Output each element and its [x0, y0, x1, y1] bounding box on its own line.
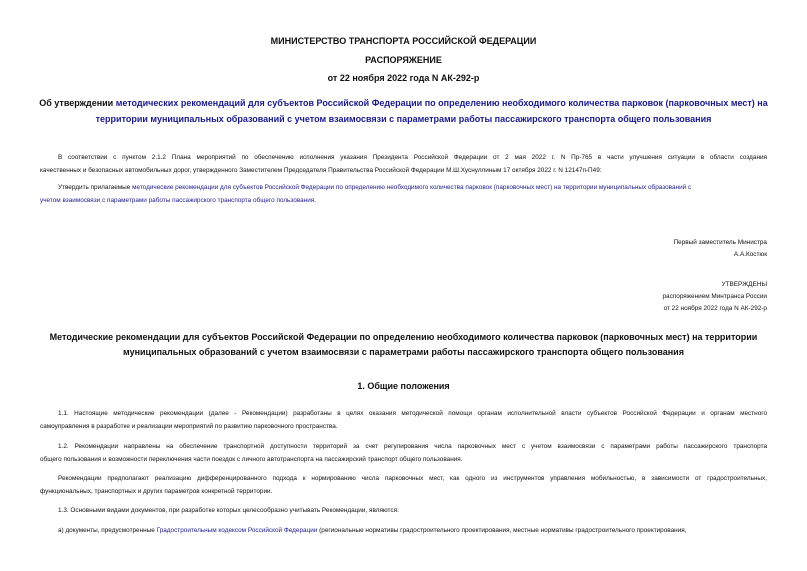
approve-end: . [314, 197, 317, 204]
approval-title: УТВЕРЖДЕНЫ [721, 281, 767, 288]
approve-line-1 [58, 184, 767, 191]
doc-type: РАСПОРЯЖЕНИЕ [365, 55, 442, 65]
signature-name: А.А.Костюк [733, 251, 767, 258]
subject-link-2[interactable]: территории муниципальных образований с учетом взаимосвязи с параметрами работы пассажирского транспорта общего пользования [95, 114, 712, 124]
doc-date: от 22 ноября 2022 года N АК-292-р [327, 73, 480, 83]
p11-line-1: 1.1. Настоящие методические рекомендации (далее - Рекомендации) разработаны в целях оказания методической помощи органам исполнительной власти субъектов Российской Федерации и органам местного [58, 410, 767, 417]
subject-prefix: Об утверждении [39, 98, 116, 108]
approve-line-2 [40, 197, 767, 204]
p11-line-2: самоуправления в разработке и реализации мероприятий по развитию парковочного пространства. [40, 423, 338, 430]
p13a-line-2: функциональных, транспортных и других параметров конкретной территории. [40, 488, 273, 495]
preamble-line-2: качественных и безопасных автомобильных дорог, утвержденного Заместителем Председателя Правительства Российской Федерации М.Ш.Хуснуллиным 17 октября 2022 г. N 12147п-П49: [40, 167, 602, 174]
subject-link[interactable]: методических рекомендаций для субъектов Российской Федерации по определению необходимого количества парковок (парковочных мест) на [115, 98, 768, 108]
approval-by: распоряжением Минтранса России [662, 293, 767, 300]
subject-line-1 [0, 98, 807, 108]
p12-line-1: 1.2. Рекомендации направлены на обеспечение транспортной доступности территорий за счет регулирования числа парковочных мест с учетом взаимосвязи с параметрами работы пассажирского транспорта [58, 443, 767, 450]
recommendations-title-1: Методические рекомендации для субъектов Российской Федерации по определению необходимого количества парковок (парковочных мест) на территории [49, 332, 758, 342]
signature-position: Первый заместитель Министра [673, 239, 767, 246]
p12-line-2: общего пользования и возможности переключения части поездок с личного автотранспорта на пассажирский транспорт общего пользования. [40, 456, 463, 463]
recommendations-title-2: муниципальных образований с учетом взаимосвязи с параметрами работы пассажирского транспорта общего пользования [123, 347, 684, 357]
approval-date: от 22 ноября 2022 года N АК-292-р [663, 305, 767, 312]
p13a-line-1: Рекомендации предполагают реализацию дифференцированного подхода к нормированию числа парковочных мест, как одного из инструментов управления мобильностью, в зависимости от градостроительных, [58, 475, 767, 482]
grad-code-link[interactable]: Градостроительным кодексом Российской Федерации [156, 527, 318, 534]
p13-line: 1.3. Основными видами документов, при разработке которых целесообразно учитывать Рекомендации, являются: [58, 507, 399, 514]
approve-link-2[interactable]: учетом взаимосвязи с параметрами работы пассажирского транспорта общего пользования [40, 197, 315, 204]
pa-line [58, 527, 767, 534]
approve-prefix: Утвердить прилагаемые [58, 184, 133, 191]
pa-prefix: а) документы, предусмотренные [58, 527, 157, 534]
preamble-line-1: В соответствии с пунктом 2.1.2 Плана мероприятий по обеспечению исполнения указания Президента Российской Федерации от 2 мая 2022 г. N Пр-765 в части улучшения ситуации в области создания [58, 154, 767, 161]
ministry-title: МИНИСТЕРСТВО ТРАНСПОРТА РОССИЙСКОЙ ФЕДЕРАЦИИ [270, 36, 537, 46]
pa-rest: (региональные нормативы градостроительного проектирования, местные нормативы градостроительного проектирования, [317, 527, 687, 534]
section-heading: 1. Общие положения [357, 381, 450, 391]
approve-link[interactable]: методические рекомендации для субъектов Российской Федерации по определению необходимого количества парковок (парковочных мест) на территории муниципальных образований с [132, 184, 692, 191]
